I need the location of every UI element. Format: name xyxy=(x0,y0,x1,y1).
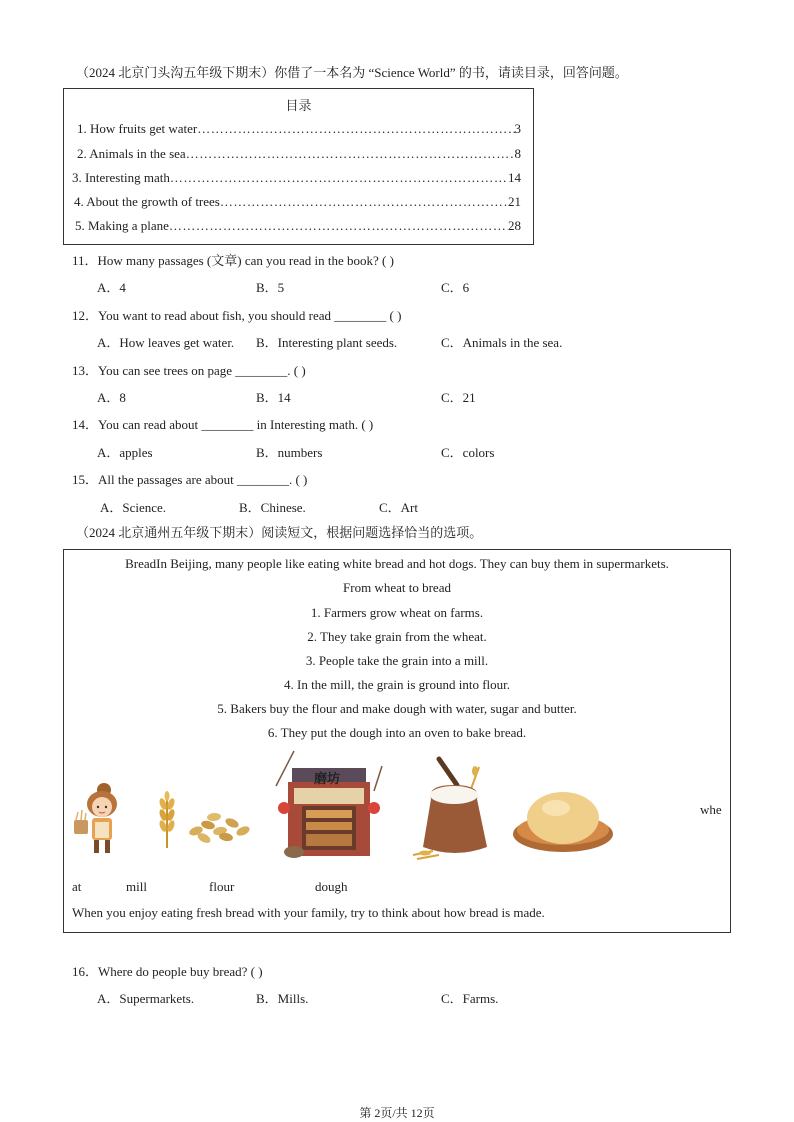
mill-illustration xyxy=(274,746,384,861)
question-15-option-b[interactable]: B．Chinese. xyxy=(239,500,306,515)
toc-dot-leader xyxy=(170,170,508,186)
toc-row xyxy=(77,146,521,162)
question-14-option-b[interactable]: B．numbers xyxy=(256,445,323,460)
toc-row xyxy=(75,218,521,234)
flour-illustration xyxy=(409,755,499,861)
question-14-option-c[interactable]: C．colors xyxy=(441,445,495,460)
question-16-stem: 16．Where do people buy bread? ( ) xyxy=(72,964,263,979)
label-whe: whe xyxy=(700,802,722,817)
passage-step: 3. People take the grain into a mill. xyxy=(305,653,489,668)
question-14-stem: 14．You can read about ________ in Interesting math. ( ) xyxy=(72,417,374,432)
question-16-option-b[interactable]: B．Mills. xyxy=(256,991,309,1006)
toc-row xyxy=(77,121,521,137)
passage-step: 1. Farmers grow wheat on farms. xyxy=(310,605,484,620)
toc-row xyxy=(72,170,521,186)
label-at: at xyxy=(72,879,82,894)
question-15-option-a[interactable]: A．Science. xyxy=(100,500,167,515)
farmer-illustration xyxy=(72,780,130,856)
wheat-illustration xyxy=(154,790,180,848)
toc-dot-leader xyxy=(169,218,508,234)
question-14-option-a[interactable]: A．apples xyxy=(97,445,153,460)
section-intro-2: （2024 北京通州五年级下期末）阅读短文，根据问题选择恰当的选项。 xyxy=(76,525,483,540)
reading-passage xyxy=(63,549,731,933)
mill-sign: 磨坊 xyxy=(314,772,341,787)
question-12-option-c[interactable]: C．Animals in the sea. xyxy=(441,335,563,350)
toc-row-page: 21 xyxy=(508,194,521,209)
passage-step: 2. They take grain from the wheat. xyxy=(307,629,487,644)
passage-subtitle: From wheat to bread xyxy=(343,580,451,595)
grain-illustration xyxy=(186,805,256,845)
toc-dot-leader xyxy=(220,194,508,210)
label-flour: flour xyxy=(209,879,235,894)
question-16-option-a[interactable]: A．Supermarkets. xyxy=(97,991,195,1006)
passage-step: 4. In the mill, the grain is ground into flour. xyxy=(283,677,511,692)
toc-dot-leader xyxy=(186,146,515,162)
question-13-option-a[interactable]: A．8 xyxy=(97,390,126,405)
page-footer: 第 2页/共 12页 xyxy=(359,1106,435,1120)
toc-row xyxy=(74,194,521,210)
label-mill: mill xyxy=(126,879,147,894)
toc-row-page: 14 xyxy=(508,170,521,185)
label-dough: dough xyxy=(315,879,348,894)
question-11-option-a[interactable]: A．4 xyxy=(97,280,126,295)
question-11-option-b[interactable]: B．5 xyxy=(256,280,285,295)
toc-row-title: 4. About the growth of trees xyxy=(74,194,220,209)
toc-row-page: 3 xyxy=(514,121,521,136)
question-13-option-b[interactable]: B．14 xyxy=(256,390,291,405)
toc-title: 目录 xyxy=(285,98,312,113)
question-13-stem: 13．You can see trees on page ________. ( ) xyxy=(72,363,306,378)
question-12-stem: 12．You want to read about fish, you should read ________ ( ) xyxy=(72,308,402,323)
question-11-option-c[interactable]: C．6 xyxy=(441,280,470,295)
section-intro-1: （2024 北京门头沟五年级下期末）你借了一本名为 “Science World” 的书，请读目录，回答问题。 xyxy=(76,65,628,80)
passage-step: 6. They put the dough into an oven to bake bread. xyxy=(267,725,527,740)
passage-step: 5. Bakers buy the flour and make dough with water, sugar and butter. xyxy=(217,701,577,716)
question-12-option-a[interactable]: A．How leaves get water. xyxy=(97,335,235,350)
toc-row-title: 1. How fruits get water xyxy=(77,121,198,136)
passage-closing: When you enjoy eating fresh bread with your family, try to think about how bread is made. xyxy=(72,905,545,920)
question-13-option-c[interactable]: C．21 xyxy=(441,390,476,405)
question-15-option-c[interactable]: C．Art xyxy=(379,500,419,515)
question-16-option-c[interactable]: C．Farms. xyxy=(441,991,499,1006)
toc-row-title: 5. Making a plane xyxy=(75,218,169,233)
toc-row-page: 8 xyxy=(514,146,521,161)
toc-row-title: 2. Animals in the sea xyxy=(77,146,186,161)
toc-row-title: 3. Interesting math xyxy=(72,170,170,185)
toc-dot-leader xyxy=(197,121,514,137)
question-15-stem: 15．All the passages are about ________. ( ) xyxy=(72,472,308,487)
passage-line-1: BreadIn Beijing, many people like eating white bread and hot dogs. They can buy them in supermarkets. xyxy=(125,556,669,571)
dough-illustration xyxy=(512,788,614,854)
question-11-stem: 11．How many passages (文章) can you read in the book? ( ) xyxy=(72,253,394,268)
toc-row-page: 28 xyxy=(508,218,521,233)
question-12-option-b[interactable]: B．Interesting plant seeds. xyxy=(256,335,398,350)
table-of-contents xyxy=(63,88,534,245)
